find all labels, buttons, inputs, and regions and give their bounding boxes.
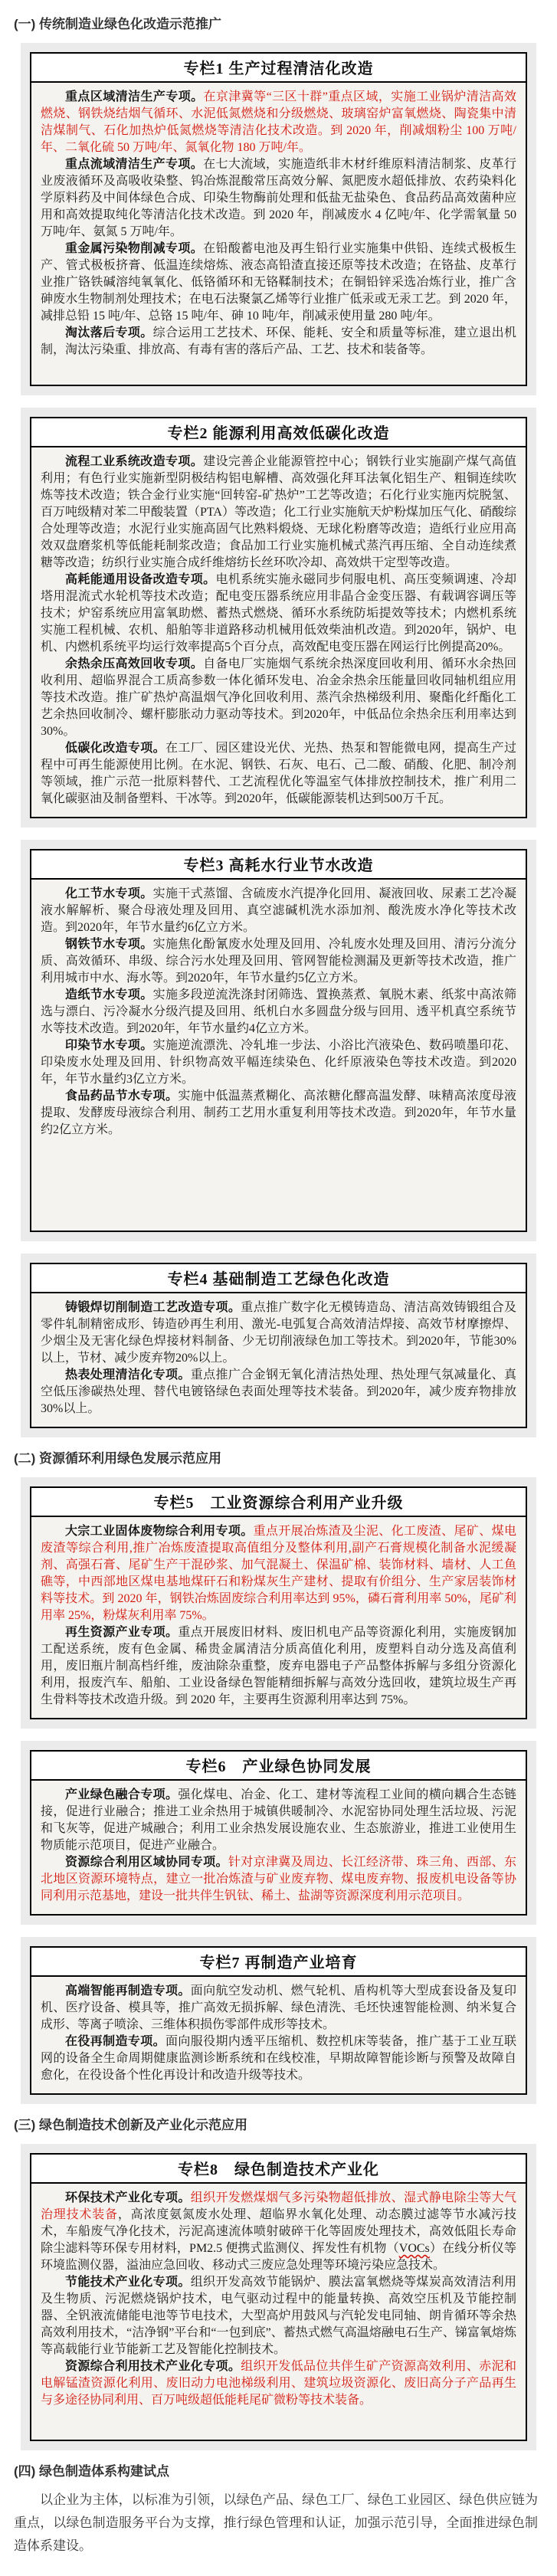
paragraph-lead: 在役再制造专项。 — [65, 2035, 165, 2048]
paragraph-text-segment: 实施中低温蒸煮糊化、高浓糖化醪高温发酵、味精高浓度母液提取、发酵废母液综合利用、制药工艺用水重复利用等技术改造。到2020年，年节水量约2亿立方米。 — [41, 1090, 516, 1136]
paragraph-text-segment: 针对京津冀及周边、长江经济带、珠三角、西部、东北地区资源环境特点，建立一批冶炼渣与矿业废弃物、煤电废弃物、报废机电设备等协同利用示范基地，建设一批共伴生钒钛、稀土、盐湖等资源深度利用示范项目。 — [41, 1856, 516, 1903]
column-box-5-wrapper — [21, 1477, 536, 1729]
column-box-4-title: 专栏4 基础制造工艺绿色化改造 — [31, 1264, 526, 1293]
section-heading-1: (一) 传统制造业绿色化改造示范推广 — [14, 17, 222, 31]
box-paragraph — [41, 241, 516, 325]
paragraph-lead: 热表处理清洁化专项。 — [65, 1368, 191, 1381]
paragraph-text-segment: 综合运用工艺技术、环保、能耗、安全和质量等标准，建立退出机制，淘汰污染重、排放高、有毒有害的落后产品、工艺、技术和装备等。 — [41, 326, 516, 356]
paragraph-lead: 重点流域清洁生产专项。 — [65, 158, 204, 171]
paragraph-lead: 环保技术产业化专项。 — [65, 2191, 191, 2204]
paragraph-lead: 淘汰落后专项。 — [65, 326, 153, 339]
paragraph-text-segment: 实施多段逆流洗涤封闭筛选、置换蒸煮、氧脱木素、纸浆中高浓筛选与漂白、污冷凝水分级汽提及回用、纸机白水多圆盘分级与回用、透平机真空系统节水等技术改造。到2020年，年节水量约4亿立方米。 — [41, 988, 516, 1035]
column-box-8-body — [31, 2184, 526, 2440]
column-box-1-title: 专栏1 生产过程清洁化改造 — [31, 54, 526, 83]
column-box-4-wrapper — [21, 1254, 536, 1437]
column-box-5 — [30, 1486, 527, 1719]
column-box-2-wrapper — [21, 408, 536, 828]
paragraph-text-segment: 组织开发燃煤烟气多污染物超低排放、湿式静电除尘等大气治理技术装备 — [41, 2191, 516, 2221]
box-paragraph — [41, 454, 516, 572]
paragraph-text-segment: 面向服役期内透平压缩机、数控机床等装备，推广基于工业互联网的设备全生命周期健康监测诊断系统和在线校准，早期故障智能诊断与预警及故障自愈化，在役设备个性化再设计和改造升级等技术。 — [41, 2035, 516, 2082]
box-paragraph — [41, 325, 516, 359]
paragraph-text-segment: 实施逆流漂洗、冷轧堆一步法、小浴比汽液染色、数码喷墨印花、印染废水处理及回用、针织物高效平幅连续染色、化纤原液染色等技术改造。到2020年，年节水量约3亿立方米。 — [41, 1039, 516, 1086]
section-heading-4: (四) 绿色制造体系构建试点 — [14, 2464, 170, 2479]
column-box-3-wrapper — [21, 840, 536, 1241]
column-box-7-body — [31, 1977, 526, 2093]
box-paragraph — [41, 1367, 516, 1417]
paragraph-text-segment: ，高浓度氨氮废水处理、超临界水氧化处理、动态膜过滤等节水减污技术，车船废气净化技术，污泥高速流体喷射破碎干化等固废处理技术，高效低阻长寿命除尘滤料等环保专用材料，PM2.5 便携式监测仪、挥发性有机物（ — [41, 2208, 516, 2255]
paragraph-lead: 铸锻焊切削制造工艺改造专项。 — [65, 1301, 241, 1314]
paragraph-text-segment: 建设完善企业能源管控中心；钢铁行业实施副产煤气高值利用；有色行业实施新型阴极结构铝电解槽、高效强化拜耳法氧化铝生产、粗铜连续吹炼等技术改造；铁合金行业实施“回转窑-矿热炉”工艺等改造；石化行业实施丙烷脱氢、百万吨级精对苯二甲酸装置（PTA）等改造；化工行业实施航天炉粉煤加压气化、硝酸综合处理等改造；水泥行业实施高固气比熟料煅烧、无球化粉磨等改造；造纸行业应用高效双盘磨浆机等低能耗制浆改造；食品加工行业实施机械式蒸汽再压缩、全自动连续煮糖等改造；纺织行业实施合成纤维熔纺长丝环吹冷却、高效烘干定型等改造。 — [41, 455, 516, 569]
box-paragraph — [41, 1854, 516, 1905]
box-paragraph — [41, 2274, 516, 2358]
closing-paragraph: 以企业为主体，以标准为引领，以绿色产品、绿色工厂、绿色工业园区、绿色供应链为重点，以绿色制造服务平台为支撑，推行绿色管理和认证，加强示范引导，全面推进绿色制造体系建设。 — [14, 2492, 538, 2553]
paragraph-text-segment: 面向航空发动机、燃气轮机、盾构机等大型成套设备及复印机、医疗设备、模具等，推广高效无损拆解、绿色清洗、毛坯快速智能检测、纳米复合成形、等离子喷涂、三维体积损伤零部件成形等技术。 — [41, 1984, 516, 2031]
paragraph-text-segment: 重点推广合金钢无氧化清洁热处理、热处理气氛减量化、真空低压渗碳热处理、替代电镀铬绿色表面处理等技术装备。到2020年，减少废弃物排放30%以上。 — [41, 1368, 516, 1415]
paragraph-lead: 大宗工业固体废物综合利用专项。 — [65, 1525, 254, 1538]
paragraph-lead: 再生资源产业专项。 — [65, 1626, 179, 1639]
paragraph-lead: 资源综合利用技术产业化专项。 — [65, 2360, 241, 2373]
paragraph-text-segment: 实施焦化酚氰废水处理及回用、冷轧废水处理及回用、清污分流分质、高效循环、串级、综合污水处理及回用、管网智能检测漏及更新等技术改造，推广利用城市中水、海水等。到2020年，年节水量约5亿立方米。 — [41, 938, 516, 985]
box-paragraph — [41, 1299, 516, 1367]
column-box-3-body — [31, 880, 526, 1231]
paragraph-text-segment: 重点开展冶炼渣及尘泥、化工废渣、尾矿、煤电废渣等综合利用,推广冶炼废渣提取高值组分及整体利用,副产石膏规模化制备水泥缓凝剂、高强石膏、尾矿生产干混砂浆、加气混凝土、保温矿棉、装饰材料、墙材、人工鱼礁等，中西部地区煤电基地煤矸石和粉煤灰生产建材、提取有价组分、生产家居装饰材料等技术。到 2020 年，钢铁冶炼固废综合利用率达到 95%，磷石膏利用率 50%，尾矿利用率 25%，粉煤灰利用率 75%。 — [41, 1525, 516, 1622]
column-box-1 — [30, 52, 527, 386]
paragraph-text-segment: 电机系统实施永磁同步伺服电机、高压变频调速、冷却塔用混流式水轮机等技术改造；配电变压器系统应用非晶合金变压器、有载调容调压等技术；炉窑系统应用富氧助燃、蓄热式燃烧、循环水系统防垢提效等技术；内燃机系统实施工程机械、农机、船舶等非道路移动机械用低效柴油机改造。到2020年，锅炉、电机、内燃机系统平均运行效率提高5个百分点，高效配电变压器在网运行比例提高20%。 — [41, 573, 516, 654]
paragraph-text-segment: 重点开展废旧材料、废旧机电产品等资源化利用，实施废钢加工配送系统，废有色金属、稀贵金属清洁分质高值化利用，废塑料自动分选及高值利用，废旧瓶片制高档纤维，废油除杂重整，废弃电器电子产品整体拆解与多组分资源化利用，报废汽车、船舶、工业设备绿色智能精细拆解与高效分选回收，建筑垃圾生产再生骨料等技术改造升级。到 2020 年，主要再生资源利用率达到 75%。 — [41, 1626, 516, 1706]
column-box-7 — [30, 1946, 527, 2095]
paragraph-text-segment: 实施干式蒸馏、含硫废水汽提净化回用、凝液回收、尿素工艺冷凝液水解解析、聚合母液处理及回用、真空滤碱机洗水添加剂、酸洗废水净化等技术改造。到2020年，年节水量约6亿立方米。 — [41, 887, 516, 934]
column-box-8 — [30, 2153, 527, 2441]
column-box-2-title: 专栏2 能源利用高效低碳化改造 — [31, 418, 526, 447]
section-heading-2: (二) 资源循环利用绿色发展示范应用 — [14, 1451, 222, 1466]
paragraph-lead: 食品药品节水专项。 — [65, 1090, 179, 1103]
paragraph-lead: 化工节水专项。 — [65, 887, 153, 900]
column-box-8-wrapper — [21, 2144, 536, 2450]
paragraph-lead: 产业绿色融合专项。 — [65, 1788, 179, 1801]
column-box-4-body — [31, 1293, 526, 1427]
box-paragraph — [41, 656, 516, 740]
column-box-6-title: 专栏6 产业绿色协同发展 — [31, 1752, 526, 1781]
paragraph-lead: 重金属污染物削减专项。 — [65, 242, 204, 255]
column-box-6-wrapper — [21, 1741, 536, 1925]
column-box-5-title: 专栏5 工业资源综合利用产业升级 — [31, 1488, 526, 1517]
section-heading-3: (三) 绿色制造技术创新及产业化示范应用 — [14, 2118, 248, 2132]
box-paragraph — [41, 886, 516, 936]
paragraph-text-segment: 在七大流域，实施造纸非木材纤维原料清洁制浆、皮革行业废液循环及高吸收染整、钨冶炼混酸常压高效分解、氮肥废水超低排放、农药染料化学原料药及中间体绿色合成、印染生物酶前处理和低盐无盐染色、食品药品高效菌种应用和高效提取纯化等清洁化技术改造。到 2020 年，削减废水 4 亿吨/年、化学需氧量 50 万吨/年、氨氮 5 万吨/年。 — [41, 158, 516, 238]
paragraph-text-segment: 组织开发低品位共伴生矿产资源高效利用、赤泥和电解锰渣资源化利用、废旧动力电池梯级利用、建筑垃圾资源化、废旧高分子产品再生与多途径协同利用、百万吨级超低能耗尾矿微粉等技术装备。 — [41, 2360, 516, 2407]
paragraph-lead: 印染节水专项。 — [65, 1039, 153, 1052]
paragraph-lead: 造纸节水专项。 — [65, 988, 153, 1001]
box-paragraph — [41, 1983, 516, 2034]
paragraph-lead: 钢铁节水专项。 — [65, 938, 153, 951]
paragraph-text-segment: VOCs — [398, 2242, 430, 2255]
column-box-6-body — [31, 1781, 526, 1914]
box-paragraph — [41, 987, 516, 1037]
column-box-1-body — [31, 83, 526, 385]
column-box-7-title: 专栏7 再制造产业培育 — [31, 1948, 526, 1977]
column-box-3 — [30, 849, 527, 1232]
paragraph-lead: 低碳化改造专项。 — [65, 742, 165, 755]
box-paragraph — [41, 156, 516, 241]
box-paragraph — [41, 1787, 516, 1854]
paragraph-lead: 重点区域清洁生产专项。 — [65, 90, 204, 103]
column-box-8-title: 专栏8 绿色制造技术产业化 — [31, 2155, 526, 2184]
column-box-1-wrapper — [21, 43, 536, 395]
paragraph-text-segment: 在工厂、园区建设光伏、光热、热泵和智能微电网，提高生产过程中可再生能源使用比例。在水泥、钢铁、石灰、电石、己二酸、硝酸、化肥、制冷剂等领域，推广示范一批原料替代、工艺流程优化等温室气体排放控制技术，推广利用二氧化碳驱油及制备塑料、干冰等。到2020年，低碳能源装机达到500万千瓦。 — [41, 742, 516, 805]
box-paragraph — [41, 2034, 516, 2084]
paragraph-text-segment: 重点推广数字化无模铸造岛、清洁高效铸锻组合及零件轧制精密成形、铸造砂再生利用、激光-电弧复合高效清洁焊接、高效节材摩擦焊、少烟尘及无害化绿色焊接材料制备、少无切削液绿色加工等技术。到2020年，节能30%以上，节材、减少废弃物20%以上。 — [41, 1301, 516, 1365]
column-box-4 — [30, 1263, 527, 1428]
paragraph-text-segment: 在京津冀等“三区十群”重点区域，实施工业锅炉清洁高效燃烧、钢铁烧结烟气循环、水泥低氮燃烧和分级燃烧、玻璃窑炉富氧燃烧、陶瓷集中清洁煤制气、石化加热炉低氮燃烧等清洁化技术改造。到 2020 年，削减烟粉尘 100 万吨/年、二氧化硫 50 万吨/年、氮氧化物 180 万吨/年。 — [41, 90, 516, 154]
box-paragraph — [41, 936, 516, 987]
column-box-2-body — [31, 447, 526, 817]
paragraph-lead: 余热余压高效回收专项。 — [65, 657, 204, 670]
paragraph-text-segment: ）在线分析仪等环境监测仪器，溢油应急回收、移动式三废应急处理等环境污染应急技术。 — [41, 2242, 516, 2272]
box-paragraph — [41, 740, 516, 808]
box-paragraph — [41, 1088, 516, 1139]
paragraph-lead: 高耗能通用设备改造专项。 — [65, 573, 216, 586]
box-paragraph — [41, 2190, 516, 2274]
column-box-5-body — [31, 1517, 526, 1718]
paragraph-text-segment: 自备电厂实施烟气系统余热深度回收利用、循环水余热回收利用、超临界混合工质高参数一体化循环发电、冶金余热余压能量回收同轴机组应用等技术改造。推广矿热炉高温烟气净化回收利用、蒸汽余热梯级利用、聚酯化纤酯化工艺余热回收制冷、螺杆膨胀动力驱动等技术。到2020年，中低品位余热余压利用率达到30%。 — [41, 657, 516, 738]
paragraph-lead: 节能技术产业化专项。 — [65, 2276, 191, 2289]
column-box-3-title: 专栏3 高耗水行业节水改造 — [31, 850, 526, 880]
paragraph-text-segment: 在铅酸蓄电池及再生铅行业实施集中供铅、连续式极板生产、管式极板挤膏、低温连续熔炼、液态高铅渣直接还原等技术改造；在铬盐、皮革行业推广铬铁碱溶纯氧氧化、低铬循环和无铬鞣制技术；在铜铅锌采选冶炼行业，推广含砷废水生物制剂处理技术；在电石法聚氯乙烯等行业推广低汞或无汞工艺。到 2020 年，减排总铅 15 吨/年、总铬 15 吨/年、砷 10 吨/年，削减汞使用量 280 吨/年。 — [41, 242, 516, 323]
box-paragraph — [41, 1523, 516, 1624]
paragraph-text-segment: 强化煤电、冶金、化工、建材等流程工业间的横向耦合生态链接，促进行业融合；推进工业余热用于城镇供暖制冷、水泥窑协同处理生活垃圾、污泥和飞灰等，促进产城融合；利用工业余热发展设施农业、生态旅游业，推进工业使用生物质能示范项目，促进产业融合。 — [41, 1788, 516, 1852]
column-box-2 — [30, 417, 527, 818]
box-paragraph — [41, 89, 516, 156]
box-paragraph — [41, 1037, 516, 1088]
paragraph-text-segment: 组织开发高效节能锅炉、膜法富氧燃烧等煤炭高效清洁利用及生物质、污泥燃烧锅炉技术，电气驱动过程中的能量转换、高效空压机及节能控制器、全钒液流储能电池等节电技术，大型高炉用鼓风与汽轮发电同轴、朗肯循环等余热高效利用技术，“洁净钢”平台和“一包到底”、蓄热式燃气高温熔融电石生产、锑富氧熔炼等高载能行业节能新工艺及智能化控制技术。 — [41, 2276, 516, 2356]
box-paragraph — [41, 1624, 516, 1709]
paragraph-lead: 资源综合利用区域协同专项。 — [65, 1856, 228, 1869]
column-box-7-wrapper — [21, 1937, 536, 2104]
column-box-6 — [30, 1750, 527, 1916]
box-paragraph — [41, 572, 516, 656]
paragraph-lead: 高端智能再制造专项。 — [65, 1984, 191, 1998]
paragraph-lead: 流程工业系统改造专项。 — [65, 455, 204, 468]
box-paragraph — [41, 2358, 516, 2409]
